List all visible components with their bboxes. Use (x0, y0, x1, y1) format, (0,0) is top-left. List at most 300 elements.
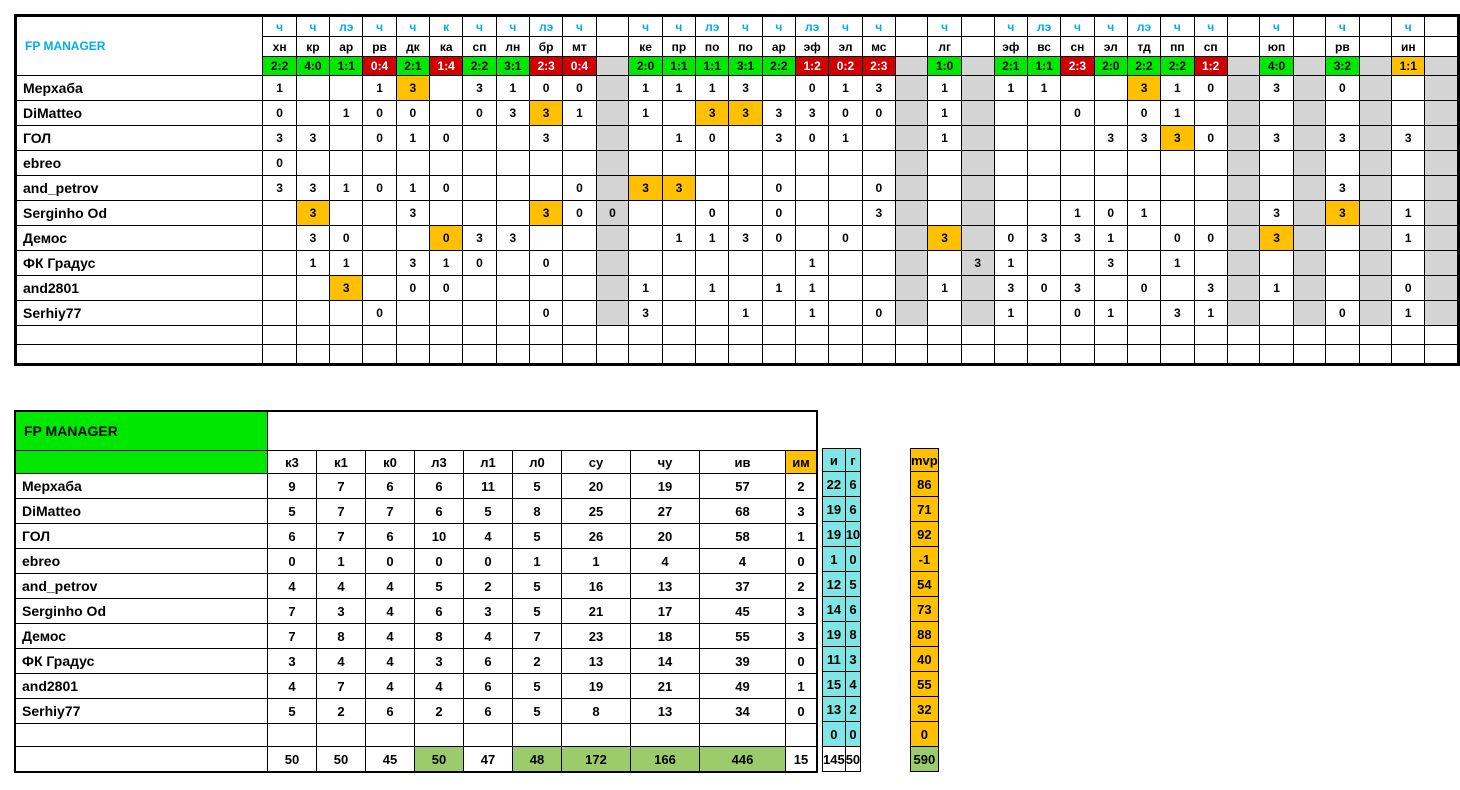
top-header-type-cell: ч (296, 17, 329, 37)
top-result-cell (1194, 151, 1227, 176)
top-result-cell (1425, 251, 1458, 276)
bottom-stat-cell: 2 (317, 699, 366, 724)
bottom-title-spacer (317, 411, 366, 451)
empty-cell (862, 345, 895, 364)
top-result-cell: 1 (629, 276, 662, 301)
ig-cell: 14 (823, 597, 846, 622)
top-result-cell (1094, 151, 1127, 176)
top-result-cell: 0 (829, 101, 862, 126)
top-result-cell: 3 (729, 101, 762, 126)
top-result-cell: 1 (1392, 201, 1425, 226)
top-header-opponent-cell: бр (529, 37, 562, 57)
top-result-cell (263, 251, 296, 276)
ig-spacer-row (823, 410, 861, 449)
bottom-column-header: ив (700, 451, 786, 474)
top-header-opponent-cell: ке (629, 37, 662, 57)
top-result-cell (263, 276, 296, 301)
empty-cell (1027, 345, 1060, 364)
top-result-cell (1227, 176, 1260, 201)
empty-cell (829, 326, 862, 345)
ig-cell: 15 (823, 672, 846, 697)
top-result-cell (596, 101, 629, 126)
top-result-cell: 3 (1094, 126, 1127, 151)
top-result-cell (1127, 301, 1160, 326)
top-result-cell (729, 151, 762, 176)
mvp-cell: 0 (911, 722, 939, 747)
empty-cell (464, 724, 513, 747)
bottom-stat-cell: 10 (415, 524, 464, 549)
top-result-cell (1027, 151, 1060, 176)
top-result-cell (961, 151, 994, 176)
top-result-cell (1359, 176, 1392, 201)
mvp-row (911, 497, 939, 522)
bottom-title-spacer (562, 411, 631, 451)
top-header-opponent-cell: ка (430, 37, 463, 57)
mvp-cell: 92 (911, 522, 939, 547)
top-result-cell: 3 (994, 276, 1027, 301)
totals-cell: 45 (366, 747, 415, 773)
top-result-cell (1094, 76, 1127, 101)
top-result-cell (729, 276, 762, 301)
player-name-cell: and2801 (15, 674, 268, 699)
bottom-stat-cell: 4 (268, 674, 317, 699)
empty-cell (796, 326, 829, 345)
top-result-cell (895, 76, 928, 101)
top-result-cell (829, 301, 862, 326)
top-result-cell: 1 (796, 251, 829, 276)
ig-cell: 0 (845, 722, 860, 747)
empty-cell (430, 345, 463, 364)
player-name-cell: Демос (17, 226, 263, 251)
bottom-stat-cell: 3 (786, 624, 818, 649)
top-title-cell: FP MANAGER (17, 17, 263, 76)
empty-row (17, 345, 1458, 364)
mvp-cell: 71 (911, 497, 939, 522)
top-header-type-cell (895, 17, 928, 37)
top-header-opponent-cell (1425, 37, 1458, 57)
bottom-stat-cell: 7 (317, 674, 366, 699)
top-result-cell (1359, 101, 1392, 126)
top-result-cell (330, 126, 363, 151)
top-header-score-cell: 1:2 (796, 57, 829, 76)
top-result-cell: 1 (662, 226, 695, 251)
bottom-stat-cell: 6 (366, 474, 415, 499)
top-result-cell: 1 (1161, 76, 1194, 101)
top-result-cell: 1 (629, 101, 662, 126)
top-header-score-cell: 2:0 (629, 57, 662, 76)
mvp-row (911, 572, 939, 597)
empty-cell (1293, 326, 1326, 345)
top-header-row-type (17, 17, 1458, 37)
top-result-cell (961, 76, 994, 101)
top-result-cell (363, 201, 396, 226)
ig-spacer-cell (845, 410, 860, 449)
top-result-cell: 1 (994, 251, 1027, 276)
empty-cell (1425, 345, 1458, 364)
mvp-cell: 55 (911, 672, 939, 697)
top-result-cell: 3 (1326, 176, 1359, 201)
top-result-cell (496, 151, 529, 176)
empty-cell (1425, 326, 1458, 345)
top-result-cell (1293, 151, 1326, 176)
top-header-opponent-cell: эф (994, 37, 1027, 57)
top-result-cell: 1 (696, 276, 729, 301)
empty-name-cell (17, 326, 263, 345)
top-result-cell: 0 (1027, 276, 1060, 301)
top-result-cell (796, 151, 829, 176)
player-name-cell: and2801 (17, 276, 263, 301)
empty-cell (1392, 326, 1425, 345)
top-result-cell: 3 (1027, 226, 1060, 251)
top-result-cell: 3 (529, 201, 562, 226)
top-header-type-cell: ч (496, 17, 529, 37)
top-result-cell (296, 101, 329, 126)
bottom-stat-cell: 5 (415, 574, 464, 599)
top-header-opponent-cell: хн (263, 37, 296, 57)
top-header-score-cell: 2:2 (463, 57, 496, 76)
top-result-cell: 3 (1260, 201, 1293, 226)
top-result-cell: 1 (762, 276, 795, 301)
bottom-stat-cell: 19 (562, 674, 631, 699)
mvp-column-header: mvp (911, 449, 939, 472)
bottom-stat-cell: 5 (513, 699, 562, 724)
top-result-cell (1293, 101, 1326, 126)
empty-cell (662, 326, 695, 345)
top-result-cell (928, 201, 961, 226)
bottom-stat-cell: 34 (700, 699, 786, 724)
top-result-cell (296, 276, 329, 301)
totals-cell: 166 (631, 747, 700, 773)
top-result-cell: 0 (696, 201, 729, 226)
empty-cell (1227, 326, 1260, 345)
player-name-cell: Serhiy77 (17, 301, 263, 326)
ig-cell: 2 (845, 697, 860, 722)
bottom-stat-cell: 4 (700, 549, 786, 574)
top-result-cell: 1 (796, 301, 829, 326)
top-header-score-cell (1359, 57, 1392, 76)
empty-cell (263, 326, 296, 345)
top-header-opponent-cell (1227, 37, 1260, 57)
bottom-stat-cell: 2 (786, 574, 818, 599)
top-result-cell: 3 (396, 76, 429, 101)
top-result-cell (463, 276, 496, 301)
top-header-type-cell (1359, 17, 1392, 37)
empty-cell (496, 326, 529, 345)
bottom-stat-cell: 16 (562, 574, 631, 599)
empty-cell (994, 326, 1027, 345)
bottom-stat-cell: 8 (317, 624, 366, 649)
player-name-cell: ФК Градус (15, 649, 268, 674)
top-header-opponent-cell: дк (396, 37, 429, 57)
top-result-cell: 0 (1326, 76, 1359, 101)
bottom-stat-cell: 7 (268, 624, 317, 649)
bottom-stat-cell: 57 (700, 474, 786, 499)
top-result-cell: 0 (762, 226, 795, 251)
bottom-stat-cell: 58 (700, 524, 786, 549)
player-name-cell: Serginho Od (15, 599, 268, 624)
totals-cell: 47 (464, 747, 513, 773)
bottom-stat-cell: 0 (786, 649, 818, 674)
top-result-cell: 0 (529, 76, 562, 101)
top-result-cell: 0 (1194, 126, 1227, 151)
top-result-cell: 3 (496, 226, 529, 251)
empty-cell (1161, 326, 1194, 345)
top-result-cell (994, 101, 1027, 126)
top-result-cell (895, 201, 928, 226)
top-header-type-cell: ч (1161, 17, 1194, 37)
top-result-cell (1425, 301, 1458, 326)
top-result-cell: 1 (829, 76, 862, 101)
empty-cell (895, 345, 928, 364)
empty-cell (1227, 345, 1260, 364)
bottom-stat-cell: 6 (268, 524, 317, 549)
bottom-title-spacer (700, 411, 786, 451)
top-result-cell (396, 301, 429, 326)
mvp-row (911, 522, 939, 547)
top-result-cell: 0 (1127, 276, 1160, 301)
top-result-cell (1293, 176, 1326, 201)
top-result-cell (396, 226, 429, 251)
bottom-column-header: су (562, 451, 631, 474)
top-header-opponent-cell: по (729, 37, 762, 57)
ig-total-cell: 50 (845, 747, 860, 772)
top-result-cell (1359, 301, 1392, 326)
top-result-cell: 1 (563, 101, 596, 126)
top-header-type-cell: ч (1061, 17, 1094, 37)
top-result-cell (961, 301, 994, 326)
top-result-cell: 3 (729, 76, 762, 101)
top-result-cell (994, 151, 1027, 176)
top-header-type-cell: лэ (696, 17, 729, 37)
empty-cell (263, 345, 296, 364)
table-row (15, 524, 817, 549)
top-result-cell (1326, 101, 1359, 126)
top-result-cell: 1 (796, 276, 829, 301)
top-result-cell: 0 (263, 101, 296, 126)
table-row (17, 151, 1458, 176)
top-header-opponent-cell: эл (1094, 37, 1127, 57)
top-result-cell: 3 (862, 201, 895, 226)
empty-cell (696, 345, 729, 364)
ig-row (823, 647, 861, 672)
empty-cell (1061, 326, 1094, 345)
table-row (15, 624, 817, 649)
top-result-cell (1094, 101, 1127, 126)
table-row (15, 599, 817, 624)
top-result-cell: 1 (296, 251, 329, 276)
top-result-cell (662, 301, 695, 326)
top-result-cell: 0 (463, 101, 496, 126)
top-result-cell (1359, 126, 1392, 151)
top-result-cell (496, 176, 529, 201)
top-result-cell: 0 (862, 101, 895, 126)
top-header-type-cell: ч (994, 17, 1027, 37)
ig-spacer-cell (823, 410, 846, 449)
bottom-stat-cell: 0 (786, 549, 818, 574)
top-header-score-cell: 1:0 (928, 57, 961, 76)
top-results-table-panel (14, 14, 1460, 366)
mvp-spacer-cell (911, 410, 939, 449)
top-result-cell: 0 (263, 151, 296, 176)
top-result-cell (961, 101, 994, 126)
top-result-cell: 1 (696, 226, 729, 251)
bottom-stat-cell: 0 (366, 549, 415, 574)
bottom-stat-cell: 1 (317, 549, 366, 574)
bottom-stats-table (14, 410, 818, 773)
bottom-stat-cell: 1 (786, 674, 818, 699)
top-result-cell (1392, 76, 1425, 101)
top-result-cell (463, 151, 496, 176)
top-result-cell (796, 201, 829, 226)
top-result-cell (1127, 251, 1160, 276)
bottom-stat-cell: 2 (786, 474, 818, 499)
top-header-type-cell: ч (363, 17, 396, 37)
top-header-type-cell: лэ (1127, 17, 1160, 37)
top-header-type-cell (1425, 17, 1458, 37)
bottom-stat-cell: 2 (513, 649, 562, 674)
top-header-opponent-cell: кр (296, 37, 329, 57)
top-result-cell: 0 (1161, 226, 1194, 251)
top-result-cell: 3 (629, 176, 662, 201)
top-result-cell (928, 251, 961, 276)
empty-row (17, 326, 1458, 345)
ig-row (823, 547, 861, 572)
top-result-cell (496, 201, 529, 226)
bottom-stat-cell: 13 (562, 649, 631, 674)
table-row (15, 574, 817, 599)
empty-cell (762, 326, 795, 345)
top-result-cell: 1 (928, 126, 961, 151)
top-result-cell: 3 (1161, 126, 1194, 151)
top-result-cell (1260, 151, 1293, 176)
empty-cell (928, 326, 961, 345)
top-result-cell (563, 251, 596, 276)
top-header-score-cell (1425, 57, 1458, 76)
bottom-stat-cell: 37 (700, 574, 786, 599)
top-result-cell: 0 (563, 176, 596, 201)
player-name-cell: and_petrov (17, 176, 263, 201)
top-header-type-cell: ч (928, 17, 961, 37)
top-result-cell (1027, 101, 1060, 126)
top-result-cell: 1 (330, 176, 363, 201)
top-result-cell (330, 76, 363, 101)
top-result-cell (1127, 226, 1160, 251)
top-result-cell: 1 (1094, 226, 1127, 251)
top-result-cell: 3 (762, 126, 795, 151)
top-result-cell (895, 126, 928, 151)
bottom-stat-cell: 9 (268, 474, 317, 499)
bottom-stat-cell: 7 (268, 599, 317, 624)
top-result-cell (1359, 201, 1392, 226)
bottom-stat-cell: 25 (562, 499, 631, 524)
bottom-stat-cell: 21 (631, 674, 700, 699)
top-header-type-cell: ч (629, 17, 662, 37)
mvp-row (911, 722, 939, 747)
top-result-cell (1094, 176, 1127, 201)
totals-cell: 15 (786, 747, 818, 773)
top-results-table (16, 16, 1458, 364)
empty-cell (268, 724, 317, 747)
bottom-stat-cell: 4 (317, 649, 366, 674)
top-result-cell (1425, 201, 1458, 226)
top-result-cell: 3 (1194, 276, 1227, 301)
top-result-cell (1027, 201, 1060, 226)
bottom-stat-cell: 5 (513, 524, 562, 549)
top-result-cell (396, 151, 429, 176)
top-result-cell (1061, 151, 1094, 176)
player-name-cell: DiMatteo (15, 499, 268, 524)
player-name-cell: ebreo (17, 151, 263, 176)
top-result-cell (363, 276, 396, 301)
top-result-cell: 0 (796, 76, 829, 101)
top-result-cell (895, 151, 928, 176)
bottom-stat-cell: 0 (268, 549, 317, 574)
mvp-row (911, 647, 939, 672)
top-result-cell: 0 (762, 201, 795, 226)
top-result-cell (1392, 151, 1425, 176)
top-result-cell: 3 (729, 226, 762, 251)
top-result-cell (1194, 176, 1227, 201)
top-result-cell: 3 (1094, 251, 1127, 276)
top-result-cell (563, 226, 596, 251)
bottom-stat-cell: 6 (415, 474, 464, 499)
top-result-cell (1161, 151, 1194, 176)
table-row (17, 76, 1458, 101)
bottom-column-header: л0 (513, 451, 562, 474)
top-header-score-cell: 3:1 (496, 57, 529, 76)
table-row (17, 226, 1458, 251)
table-row (17, 301, 1458, 326)
top-result-cell (596, 176, 629, 201)
player-name-cell: ebreo (15, 549, 268, 574)
empty-cell (463, 345, 496, 364)
top-result-cell (1425, 176, 1458, 201)
top-result-cell (961, 176, 994, 201)
bottom-column-header: л3 (415, 451, 464, 474)
bottom-stat-cell: 8 (562, 699, 631, 724)
bottom-stat-cell: 3 (268, 649, 317, 674)
bottom-stat-cell: 14 (631, 649, 700, 674)
top-result-cell: 1 (330, 251, 363, 276)
top-result-cell (762, 76, 795, 101)
top-result-cell (928, 151, 961, 176)
empty-cell (696, 326, 729, 345)
top-result-cell: 0 (1326, 301, 1359, 326)
empty-cell (1127, 326, 1160, 345)
top-result-cell (463, 201, 496, 226)
bottom-stat-cell: 49 (700, 674, 786, 699)
empty-cell (629, 345, 662, 364)
bottom-stat-cell: 6 (464, 699, 513, 724)
bottom-stat-cell: 4 (415, 674, 464, 699)
bottom-stats-area (14, 410, 938, 773)
bottom-title-spacer (268, 411, 317, 451)
ig-header-row (823, 449, 861, 472)
top-header-type-cell (961, 17, 994, 37)
top-result-cell (862, 276, 895, 301)
ig-cell: 22 (823, 472, 846, 497)
empty-cell (463, 326, 496, 345)
top-header-score-cell (961, 57, 994, 76)
top-header-score-cell: 1:1 (330, 57, 363, 76)
empty-cell (396, 326, 429, 345)
bottom-stat-cell: 4 (317, 574, 366, 599)
ig-cell: 6 (845, 497, 860, 522)
empty-cell (1127, 345, 1160, 364)
top-header-type-cell: лэ (330, 17, 363, 37)
top-result-cell: 1 (396, 176, 429, 201)
top-result-cell: 0 (1127, 101, 1160, 126)
